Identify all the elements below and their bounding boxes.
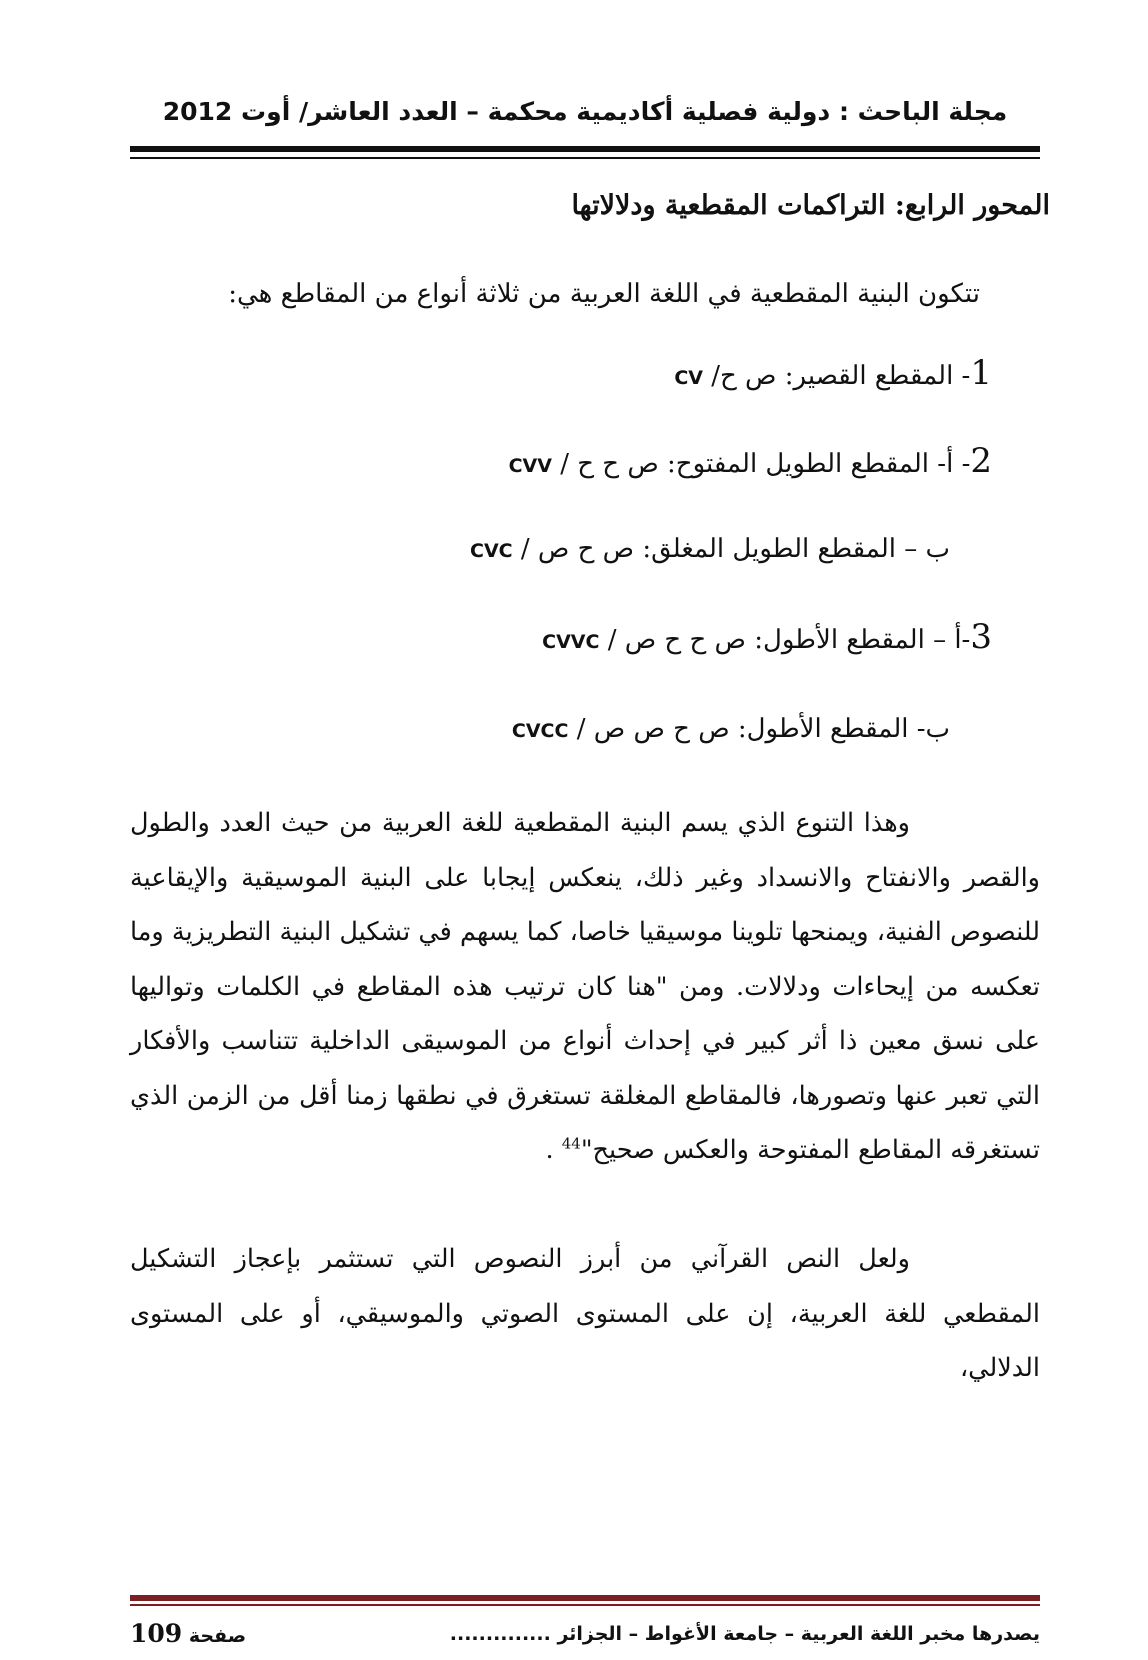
section-title: المحور الرابع: التراكمات المقطعية ودلالاتها (571, 190, 1050, 221)
syllable-label: ب – المقطع الطويل المغلق: ص ح ص / (520, 534, 950, 564)
header-divider-thin (130, 157, 1040, 159)
footer-divider-thin (130, 1604, 1040, 1606)
paragraph-end: . (545, 1135, 554, 1165)
paragraph-text: ولعل النص القرآني من أبرز النصوص التي تستثمر بإعجاز التشكيل المقطعي للغة العربية، إن على المستوى الصوتي والموسيقي، أو على المستوى الدلالي، (130, 1244, 1040, 1383)
syllable-label: -أ – المقطع الأطول: ص ح ح ص / (607, 625, 971, 655)
syllable-item (509, 438, 992, 489)
page-footer (130, 1614, 1040, 1654)
journal-header-text: مجلة الباحث : دولية فصلية أكاديمية محكمة – العدد العاشر/ أوت 2012 (162, 97, 1008, 126)
syllable-number: 3 (970, 617, 992, 657)
header-divider (130, 146, 1040, 152)
syllable-label: - المقطع القصير: ص ح/ (711, 361, 971, 391)
footnote-ref: 44 (561, 1134, 581, 1153)
syllable-item (542, 614, 992, 665)
footer-publisher: يصدرها مخبر اللغة العربية – جامعة الأغواط – الجزائر .............. (449, 1623, 1040, 1645)
page-label: صفحة (188, 1625, 247, 1647)
syllable-latin: CVCC (511, 720, 569, 742)
syllable-number: 1 (970, 353, 992, 393)
intro-sentence: تتكون البنية المقطعية في اللغة العربية من ثلاثة أنواع من المقاطع هي: (228, 279, 980, 309)
journal-header (130, 88, 1040, 136)
syllable-latin: CV (674, 367, 703, 389)
syllable-item (470, 526, 950, 574)
syllable-number: 2 (970, 441, 992, 481)
body-paragraph (130, 1232, 1040, 1396)
page-number: 109 (130, 1619, 183, 1648)
syllable-latin: CVVC (542, 631, 600, 653)
body-paragraph (130, 796, 1040, 1178)
footer-divider (130, 1595, 1040, 1601)
paragraph-text: وهذا التنوع الذي يسم البنية المقطعية للغة العربية من حيث العدد والطول والقصر والانفتاح والانسداد وغير ذلك، ينعكس إيجابا على البنية الموسيقية والإيقاعية للنصوص الفنية، ويمنحها تلوينا موسيقيا خاصا، كما يسهم في تشكيل البنية التطريزية وما تعكسه من إيحاءات ودلالات. ومن "هنا كان ترتيب هذه المقاطع في الكلمات وتواليها على نسق معين ذا أثر كبير في إحداث أنواع من الموسيقى الداخلية تتناسب والأفكار التي تعبر عنها وتصورها، فالمقاطع المغلقة تستغرق في نطقها زمنا أقل من الزمن الذي تستغرقه المقاطع المفتوحة والعكس صحيح" (130, 808, 1040, 1165)
syllable-label: ب- المقطع الأطول: ص ح ص ص / (576, 714, 950, 744)
page-number-block (130, 1614, 246, 1656)
syllable-label: - أ- المقطع الطويل المفتوح: ص ح ح / (560, 449, 971, 479)
syllable-item (512, 706, 950, 754)
syllable-latin: CVV (508, 455, 552, 477)
syllable-latin: CVC (470, 540, 513, 562)
syllable-item (674, 350, 992, 401)
